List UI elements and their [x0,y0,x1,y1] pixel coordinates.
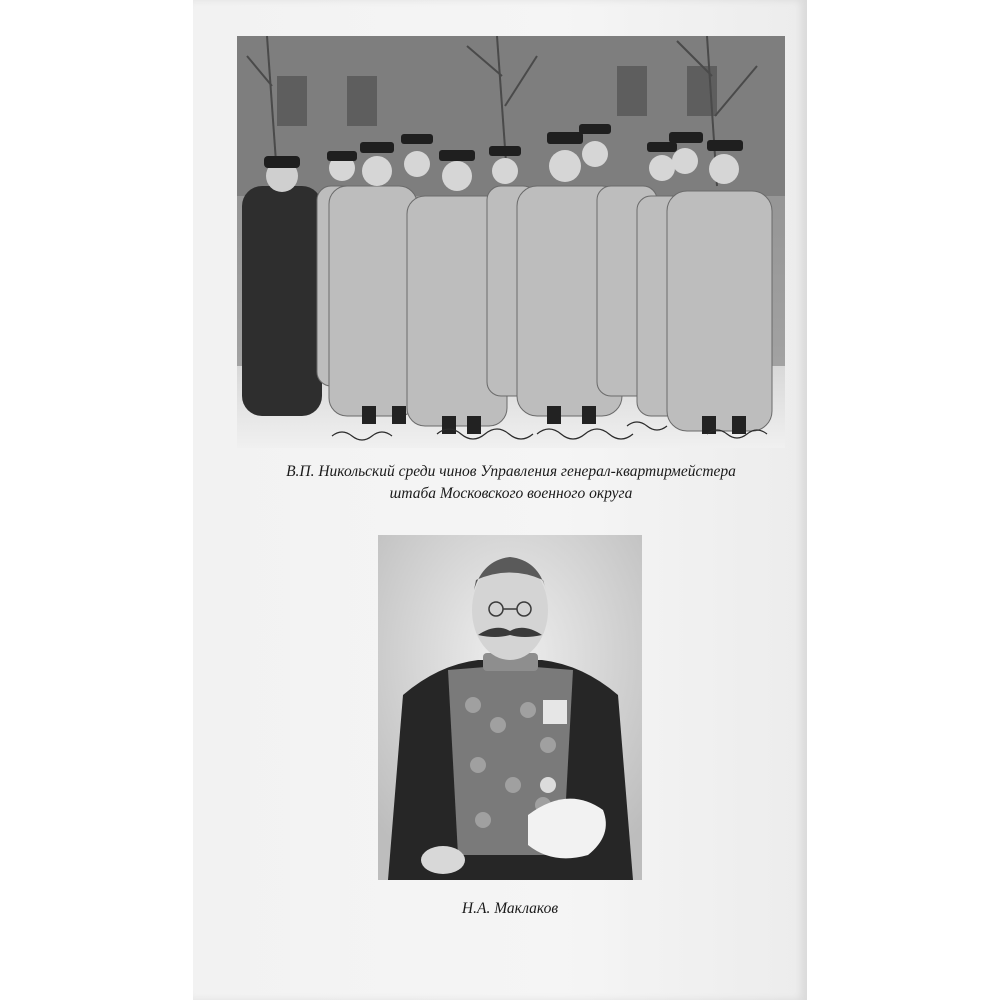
group-photo-caption-line-1: В.П. Никольский среди чинов Управления генерал-квартирмейстера [286,463,736,480]
portrait-photo-image [378,535,642,880]
portrait-photo [378,535,642,880]
group-photo-caption-line-2: штаба Московского военного округа [389,485,633,502]
group-photo [237,36,785,448]
group-photo-caption [230,461,792,505]
portrait-caption: Н.А. Маклаков [461,900,559,917]
group-photo-image [237,36,785,448]
